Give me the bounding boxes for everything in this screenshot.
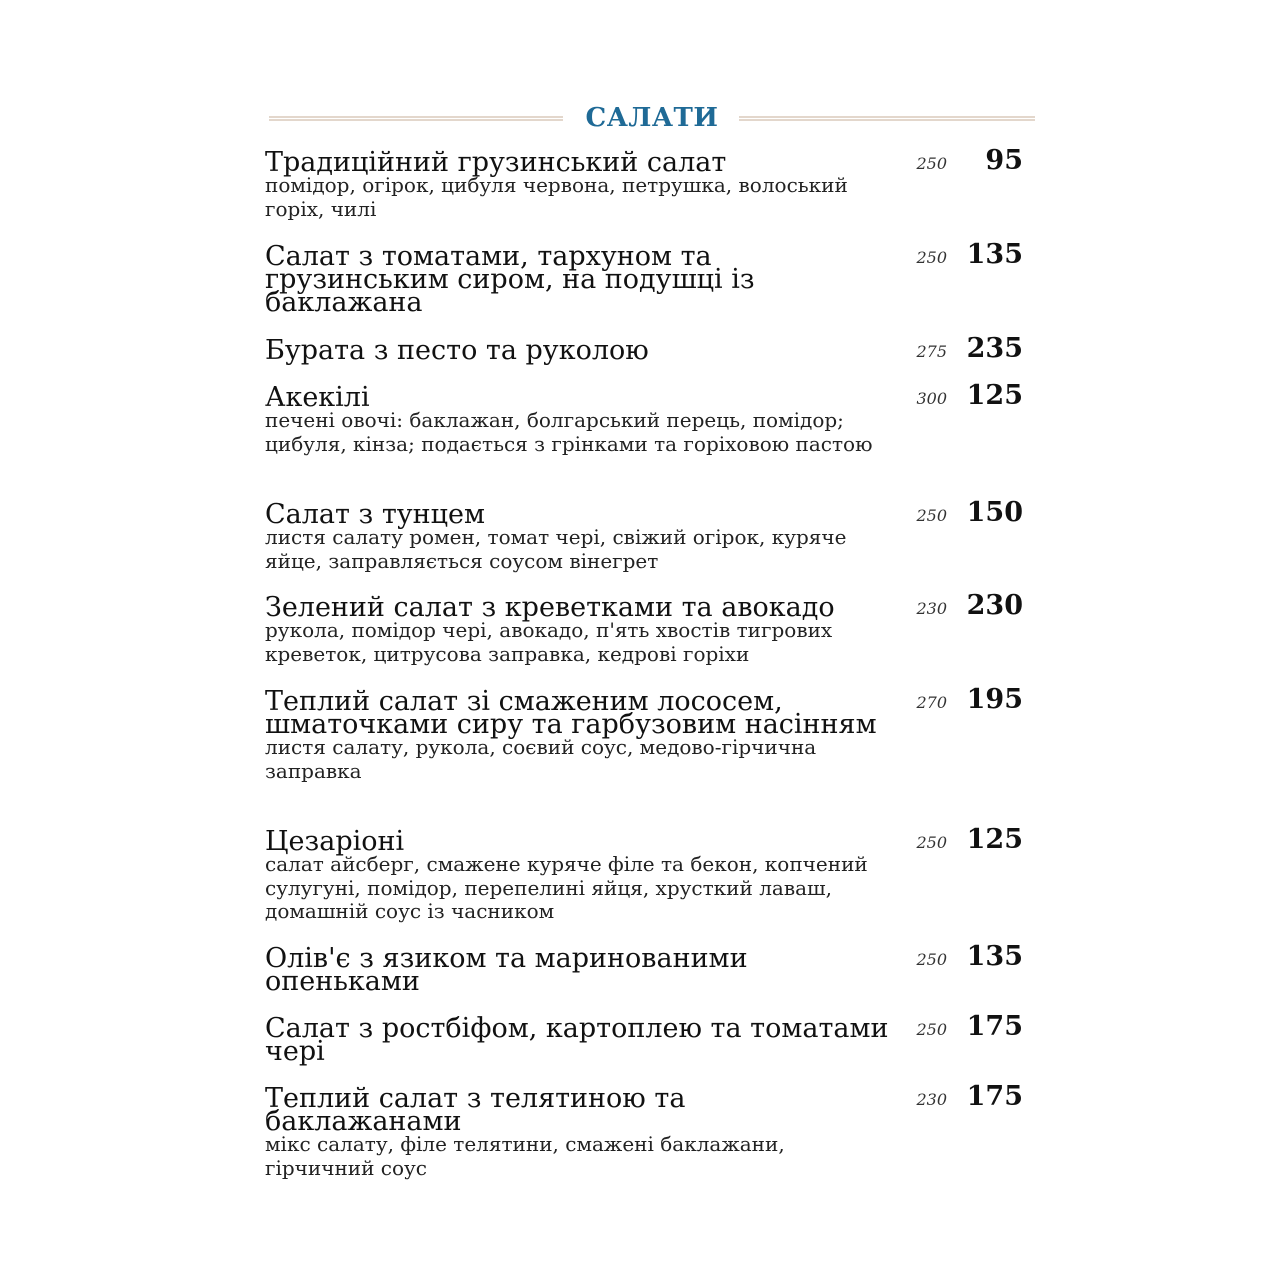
item-price: 125 [966,380,1023,411]
item-description: листя салату ромен, томат чері, свіжий огірок, куряче яйце, заправляється соусом вінегрет [265,525,847,573]
item-description: мікс салату, філе телятини, смажені баклажани, гірчичний соус [265,1132,785,1180]
item-name: Бурата з песто та руколою [265,335,649,366]
item-price: 135 [966,941,1023,972]
item-name: Салат з тунцем [265,499,485,530]
menu-item [265,1011,1025,1084]
item-description: помідор, огірок, цибуля червона, петрушка, волоський горіх, чилі [265,173,848,221]
item-weight: 270 [916,693,947,712]
menu-item [265,941,1025,1014]
item-name: Олів'є з язиком та маринованими опеньками [265,943,748,997]
header-rule-right [739,116,1035,121]
item-price: 95 [985,145,1023,176]
menu-list [265,145,1025,1180]
item-weight: 300 [916,389,947,408]
item-weight: 250 [916,833,947,852]
menu-item [265,239,1025,336]
item-price: 230 [966,590,1023,621]
menu-item [265,145,1025,242]
item-price: 150 [966,497,1023,528]
item-name: Цезаріоні [265,826,405,857]
menu-item [265,1081,1025,1180]
item-name: Традиційний грузинський салат [265,147,727,178]
item-price: 135 [966,239,1023,270]
item-weight: 230 [916,599,947,618]
item-name: Салат з ростбіфом, картоплею та томатами чері [265,1013,889,1067]
item-description: печені овочі: баклажан, болгарський перець, помідор; цибуля, кінза; подається з грінками та горіховою пастою [265,408,873,456]
section-header [269,100,1035,136]
item-name: Теплий салат зі смаженим лососем, шматочками сиру та гарбузовим насінням [265,686,877,740]
item-weight: 250 [916,248,947,267]
item-weight: 275 [916,342,947,361]
item-price: 235 [966,333,1023,364]
item-price: 125 [966,824,1023,855]
item-name: Зелений салат з креветками та авокадо [265,592,835,623]
menu-item [265,497,1025,593]
item-weight: 250 [916,1020,947,1039]
item-name: Акекілі [265,382,370,413]
item-name: Теплий салат з телятиною та баклажанами [265,1083,686,1137]
menu-page [265,100,1025,1178]
item-weight: 250 [916,154,947,173]
item-description: листя салату, рукола, соєвий соус, медово-гірчична заправка [265,735,817,783]
menu-item [265,684,1025,827]
item-description: рукола, помідор чері, авокадо, п'ять хвостів тигрових креветок, цитрусова заправка, кедрові горіхи [265,618,833,666]
item-description: салат айсберг, смажене куряче філе та бекон, копчений сулугуні, помідор, перепелині яйця, хрусткий лаваш, домашній соус із часником [265,852,868,923]
item-weight: 250 [916,950,947,969]
item-weight: 230 [916,1090,947,1109]
menu-item [265,824,1025,944]
item-weight: 250 [916,506,947,525]
item-price: 195 [966,684,1023,715]
item-name: Салат з томатами, тархуном та грузинським сиром, на подушці із баклажана [265,241,755,318]
menu-item [265,333,1025,383]
menu-item [265,380,1025,500]
item-price: 175 [966,1081,1023,1112]
menu-item [265,590,1025,687]
section-title: САЛАТИ [585,103,719,133]
item-price: 175 [966,1011,1023,1042]
